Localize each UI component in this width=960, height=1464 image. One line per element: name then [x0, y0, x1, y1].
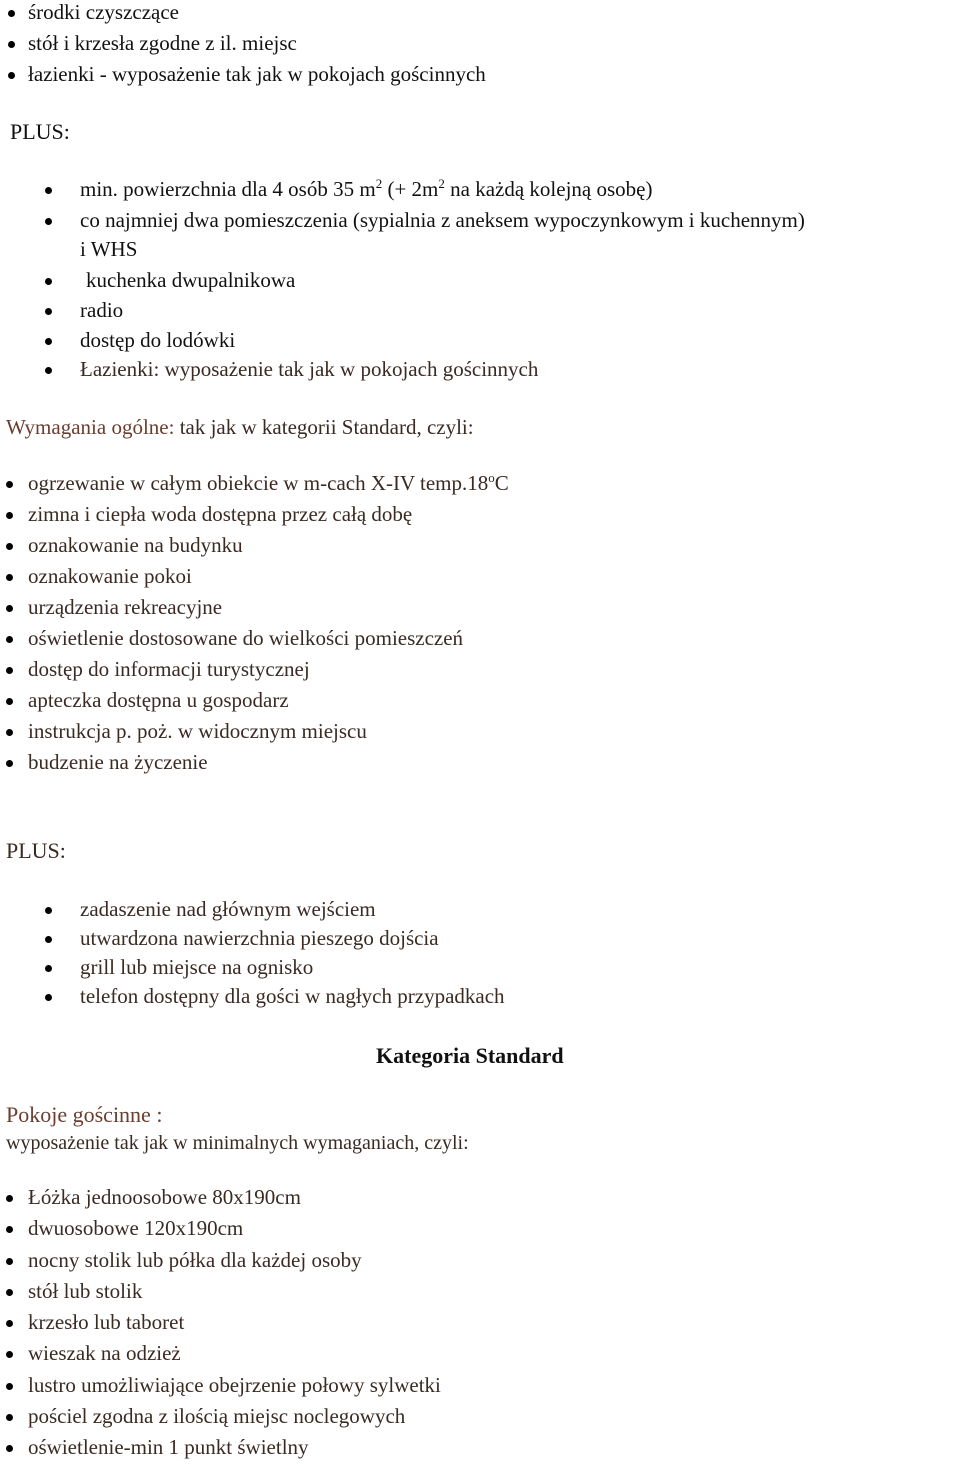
list-item: instrukcja p. poż. w widocznym miejscu — [28, 719, 367, 743]
bullet-icon — [45, 907, 52, 914]
bullet-icon — [6, 729, 13, 736]
bullet-icon — [6, 1414, 13, 1421]
bullet-icon — [6, 481, 13, 488]
list-item: łazienki - wyposażenie tak jak w pokojach gościnnych — [28, 62, 486, 86]
category-title: Kategoria Standard — [376, 1043, 564, 1068]
list-item — [28, 469, 509, 497]
bullet-icon — [6, 543, 13, 550]
superscript: 2 — [375, 176, 383, 191]
bullet-icon — [45, 338, 52, 345]
general-requirements-label: Wymagania ogólne: — [6, 415, 175, 439]
bullet-icon — [45, 218, 52, 225]
bullet-icon — [8, 72, 15, 79]
list-item: pościel zgodna z ilością miejsc noclegowych — [28, 1404, 406, 1428]
list-item — [80, 175, 652, 203]
bullet-icon — [45, 367, 52, 374]
list-item: oświetlenie-min 1 punkt świetlny — [28, 1435, 309, 1459]
list-item: co najmniej dwa pomieszczenia (sypialnia z aneksem wypoczynkowym i kuchennym) — [80, 208, 805, 232]
bullet-icon — [6, 1383, 13, 1390]
rooms-intro: wyposażenie tak jak w minimalnych wymaganiach, czyli: — [6, 1132, 469, 1154]
bullet-icon — [6, 760, 13, 767]
list-item: środki czyszczące — [28, 0, 179, 24]
bullet-icon — [45, 965, 52, 972]
item-text: na każdą kolejną osobę) — [444, 177, 653, 201]
bullet-icon — [45, 308, 52, 315]
general-requirements-intro: tak jak w kategorii Standard, czyli: — [174, 415, 474, 439]
list-item: dostęp do lodówki — [80, 328, 236, 352]
bullet-icon — [6, 574, 13, 581]
item-text: C — [494, 471, 509, 495]
list-item: urządzenia rekreacyjne — [28, 595, 223, 619]
list-item: stół lub stolik — [28, 1279, 143, 1303]
bullet-icon — [6, 636, 13, 643]
superscript: 2 — [438, 176, 445, 191]
list-item: dwuosobowe 120x190cm — [28, 1216, 244, 1240]
bullet-icon — [6, 1195, 13, 1202]
list-item: stół i krzesła zgodne z il. miejsc — [28, 31, 297, 55]
bullet-icon — [8, 41, 15, 48]
bullet-icon — [8, 10, 15, 17]
bullet-icon — [45, 278, 52, 285]
bullet-icon — [6, 1226, 13, 1233]
list-item: grill lub miejsce na ognisko — [80, 955, 314, 979]
list-item: budzenie na życzenie — [28, 750, 208, 774]
list-item: oświetlenie dostosowane do wielkości pomieszczeń — [28, 626, 464, 650]
list-item: zimna i ciepła woda dostępna przez całą dobę — [28, 502, 413, 526]
list-item: lustro umożliwiające obejrzenie połowy sylwetki — [28, 1373, 441, 1397]
list-item: oznakowanie na budynku — [28, 533, 243, 557]
bullet-icon — [6, 605, 13, 612]
bullet-icon — [45, 187, 52, 194]
bullet-icon — [45, 994, 52, 1001]
item-text: ogrzewanie w całym obiekcie w m-cach X-IV temp.18 — [28, 471, 489, 495]
bullet-icon — [6, 1320, 13, 1327]
plus-heading: PLUS: — [6, 838, 66, 863]
list-item: zadaszenie nad głównym wejściem — [80, 897, 376, 921]
bullet-icon — [6, 512, 13, 519]
list-item: Łazienki: wyposażenie tak jak w pokojach gościnnych — [80, 357, 539, 381]
list-item: oznakowanie pokoi — [28, 564, 192, 588]
list-item: wieszak na odzież — [28, 1341, 181, 1365]
list-item: Łóżka jednoosobowe 80x190cm — [28, 1185, 301, 1209]
bullet-icon — [6, 1258, 13, 1265]
bullet-icon — [6, 1351, 13, 1358]
list-item: dostęp do informacji turystycznej — [28, 657, 310, 681]
plus-heading: PLUS: — [10, 119, 70, 144]
list-item: nocny stolik lub półka dla każdej osoby — [28, 1248, 362, 1272]
bullet-icon — [6, 1289, 13, 1296]
bullet-icon — [6, 1445, 13, 1452]
bullet-icon — [6, 698, 13, 705]
list-item: telefon dostępny dla gości w nagłych przypadkach — [80, 984, 505, 1008]
bullet-icon — [6, 667, 13, 674]
list-item: apteczka dostępna u gospodarz — [28, 688, 289, 712]
list-item: radio — [80, 298, 124, 322]
item-text: min. powierzchnia dla 4 osób 35 m — [80, 177, 376, 201]
superscript: o — [488, 470, 495, 485]
general-requirements-line — [6, 413, 474, 441]
list-item-continuation: i WHS — [80, 237, 138, 261]
list-item: kuchenka dwupalnikowa — [86, 268, 296, 292]
list-item: krzesło lub taboret — [28, 1310, 185, 1334]
item-text: (+ 2m — [382, 177, 439, 201]
rooms-heading: Pokoje gościnne : — [6, 1102, 163, 1127]
bullet-icon — [45, 936, 52, 943]
list-item: utwardzona nawierzchnia pieszego dojścia — [80, 926, 439, 950]
